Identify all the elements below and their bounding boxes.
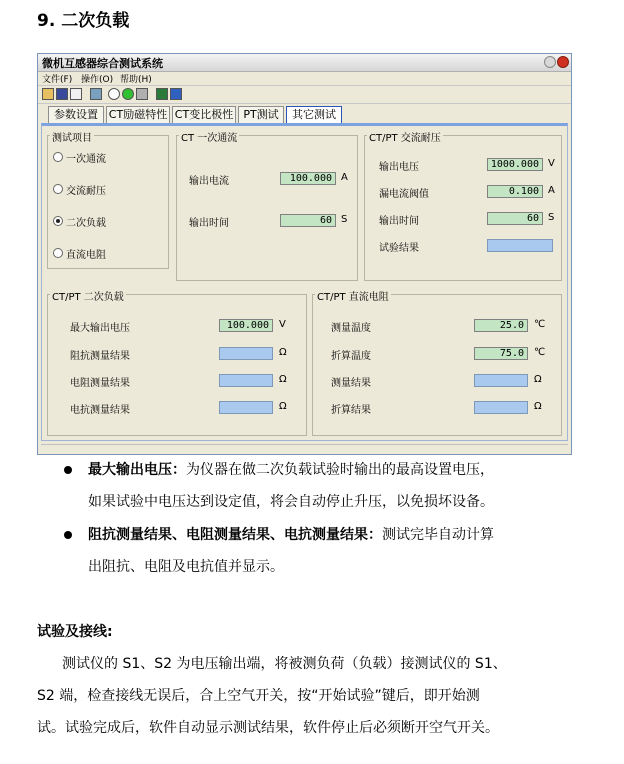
ac-time-unit: S (548, 212, 555, 223)
option-primary-current: 一次通流 (66, 154, 106, 165)
option-secondary-load: 二次负载 (66, 218, 106, 229)
window-title: 微机互感器综合测试系统 (42, 57, 163, 70)
ac-time-label: 输出时间 (379, 216, 419, 227)
measure-temp-field[interactable]: 25.0 (474, 319, 528, 332)
measure-temp-label: 测量温度 (331, 323, 371, 334)
close-icon[interactable] (557, 56, 569, 68)
output-current-unit: A (341, 172, 348, 183)
tab-ct-excitation[interactable]: CT励磁特性 (106, 106, 170, 123)
ac-voltage-unit: V (548, 158, 555, 169)
wiring-line-2: S2 端，检查接线无误后，合上空气开关，按“开始试验”键后，即开始测 (37, 688, 480, 704)
title-bar (38, 54, 571, 72)
option-dc-resistance: 直流电阻 (66, 250, 106, 261)
resistance-unit: Ω (279, 374, 287, 385)
ct-primary-group (176, 135, 358, 281)
tab-content (41, 123, 568, 441)
convert-temp-label: 折算温度 (331, 351, 371, 362)
dc-resistance-title: CT/PT 直流电阻 (315, 288, 391, 303)
toolbar (38, 85, 571, 104)
radio-secondary-load[interactable] (53, 216, 63, 226)
open-icon[interactable] (42, 88, 54, 100)
ac-withstand-group (364, 135, 562, 281)
convert-result-unit: Ω (534, 401, 542, 412)
tool-icon[interactable] (90, 88, 102, 100)
convert-result-field (474, 401, 528, 414)
ac-time-field[interactable]: 60 (487, 212, 543, 225)
test-items-group (47, 135, 169, 269)
save-icon[interactable] (56, 88, 68, 100)
radio-primary-current[interactable] (53, 152, 63, 162)
start-icon[interactable] (122, 88, 134, 100)
impedance-field (219, 347, 273, 360)
ac-withstand-title: CT/PT 交流耐压 (367, 129, 443, 144)
bullet-2-line-1 (88, 519, 494, 551)
wiring-line-3: 试。试验完成后，软件自动显示测试结果，软件停止后必须断开空气开关。 (37, 720, 499, 736)
bullet-icon (64, 531, 72, 539)
reactance-unit: Ω (279, 401, 287, 412)
reactance-label: 电抗测量结果 (70, 405, 130, 416)
reactance-field (219, 401, 273, 414)
window-icon[interactable] (170, 88, 182, 100)
bullet-2-text: 测试完毕自动计算 (382, 527, 494, 543)
test-items-title: 测试项目 (50, 129, 94, 144)
bullet-2-bold: 阻抗测量结果、电阻测量结果、电抗测量结果： (88, 527, 382, 543)
measure-result-field (474, 374, 528, 387)
test-result-label: 试验结果 (379, 243, 419, 254)
app-window (37, 53, 572, 455)
bullet-1-line-2: 如果试验中电压达到设定值，将会自动停止升压，以免损坏设备。 (88, 494, 494, 510)
resistance-label: 电阻测量结果 (70, 378, 130, 389)
stop-icon[interactable] (136, 88, 148, 100)
bullet-1-bold: 最大输出电压： (88, 462, 186, 478)
tab-pt-test[interactable]: PT测试 (238, 106, 284, 123)
radio-dc-resistance[interactable] (53, 248, 63, 258)
ct-primary-title: CT 一次通流 (179, 129, 239, 144)
tab-params[interactable]: 参数设置 (48, 106, 104, 123)
max-voltage-field[interactable]: 100.000 (219, 319, 273, 332)
menu-bar (38, 71, 571, 85)
secondary-load-group (47, 294, 307, 436)
dc-resistance-group (312, 294, 562, 436)
radio-ac-withstand[interactable] (53, 184, 63, 194)
measure-result-unit: Ω (534, 374, 542, 385)
wiring-line-1: 测试仪的 S1、S2 为电压输出端，将被测负荷（负载）接测试仪的 S1、 (62, 656, 507, 672)
ct-output-time-unit: S (341, 214, 348, 225)
output-current-field[interactable]: 100.000 (280, 172, 336, 185)
ac-voltage-field[interactable]: 1000.000 (487, 158, 543, 171)
leak-threshold-field[interactable]: 0.100 (487, 185, 543, 198)
max-voltage-unit: V (279, 319, 286, 330)
secondary-load-title: CT/PT 二次负载 (50, 288, 126, 303)
measure-result-label: 测量结果 (331, 378, 371, 389)
impedance-unit: Ω (279, 347, 287, 358)
tab-ct-ratio[interactable]: CT变比极性 (172, 106, 236, 123)
option-ac-withstand: 交流耐压 (66, 186, 106, 197)
leak-threshold-label: 漏电流阀值 (379, 189, 429, 200)
section-heading: 9. 二次负载 (37, 11, 130, 31)
menu-help[interactable]: 帮助(H) (120, 75, 152, 85)
convert-temp-field[interactable]: 75.0 (474, 347, 528, 360)
convert-temp-unit: ℃ (534, 347, 546, 358)
refresh-icon[interactable] (108, 88, 120, 100)
convert-result-label: 折算结果 (331, 405, 371, 416)
menu-operate[interactable]: 操作(O) (81, 75, 114, 85)
ct-output-time-label: 输出时间 (189, 218, 229, 229)
ct-output-time-field[interactable]: 60 (280, 214, 336, 227)
wiring-heading: 试验及接线: (37, 624, 113, 640)
tab-other-tests[interactable]: 其它测试 (286, 106, 342, 123)
menu-file[interactable]: 文件(F) (42, 75, 73, 85)
bullet-1-text: 为仪器在做二次负载试验时输出的最高设置电压， (186, 462, 494, 478)
test-result-field (487, 239, 553, 252)
ac-voltage-label: 输出电压 (379, 162, 419, 173)
print-icon[interactable] (70, 88, 82, 100)
bullet-1-line-1 (88, 454, 494, 486)
minimize-icon[interactable] (544, 56, 556, 68)
bullet-2-line-2: 出阻抗、电阻及电抗值并显示。 (88, 559, 284, 575)
monitor-icon[interactable] (156, 88, 168, 100)
max-voltage-label: 最大输出电压 (70, 323, 130, 334)
status-bar (41, 444, 568, 454)
bullet-icon (64, 466, 72, 474)
measure-temp-unit: ℃ (534, 319, 546, 330)
resistance-field (219, 374, 273, 387)
leak-threshold-unit: A (548, 185, 555, 196)
output-current-label: 输出电流 (189, 176, 229, 187)
impedance-label: 阻抗测量结果 (70, 351, 130, 362)
